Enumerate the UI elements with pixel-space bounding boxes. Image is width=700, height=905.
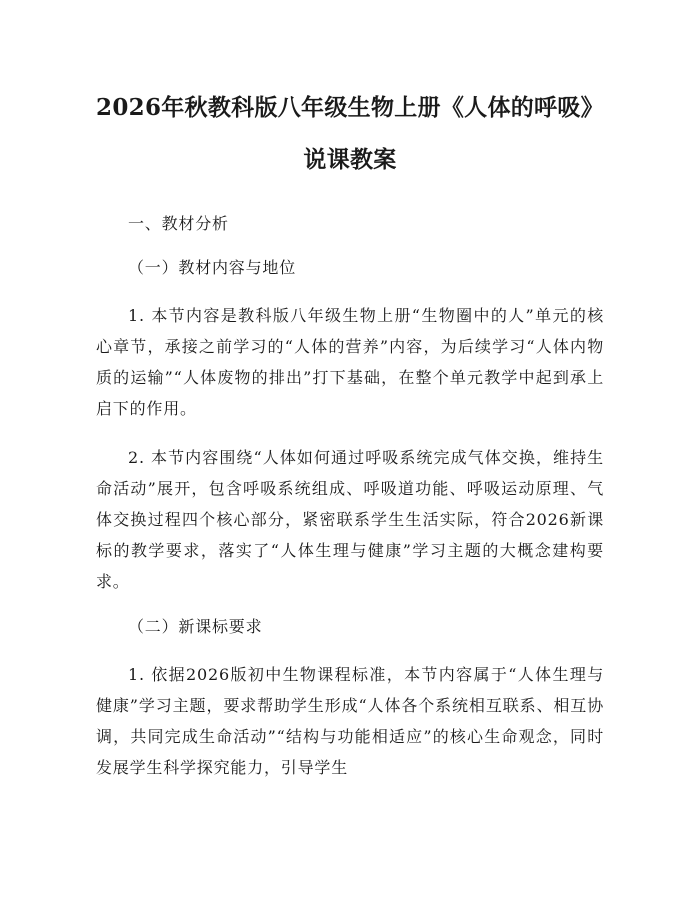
paragraph-2: 2. 本节内容围绕“人体如何通过呼吸系统完成气体交换，维持生命活动”展开，包含呼吸系统组成、呼吸道功能、呼吸运动原理、气体交换过程四个核心部分，紧密联系学生生活实际，符合2026新课标的教学要求，落实了“人体生理与健康”学习主题的大概念建构要求。 [96, 448, 604, 591]
subsection-heading-curriculum-requirements: （二）新课标要求 [128, 617, 263, 636]
paragraph-1: 1. 本节内容是教科版八年级生物上册“生物圈中的人”单元的核心章节，承接之前学习的“人体的营养”内容，为后续学习“人体内物质的运输”“人体废物的排出”打下基础，在整个单元教学中起到承上启下的作用。 [96, 306, 604, 418]
document-title: 2026年秋教科版八年级生物上册《人体的呼吸》说课教案 [96, 94, 604, 173]
paragraph-3: 1. 依据2026版初中生物课程标准，本节内容属于“人体生理与健康”学习主题，要求帮助学生形成“人体各个系统相互联系、相互协调，共同完成生命活动”“结构与功能相适应”的核心生命观念，同时发展学生科学探究能力，引导学生 [96, 665, 604, 777]
section-heading-textbook-analysis: 一、教材分析 [128, 214, 229, 233]
subsection-heading-content-position: （一）教材内容与地位 [128, 258, 297, 277]
